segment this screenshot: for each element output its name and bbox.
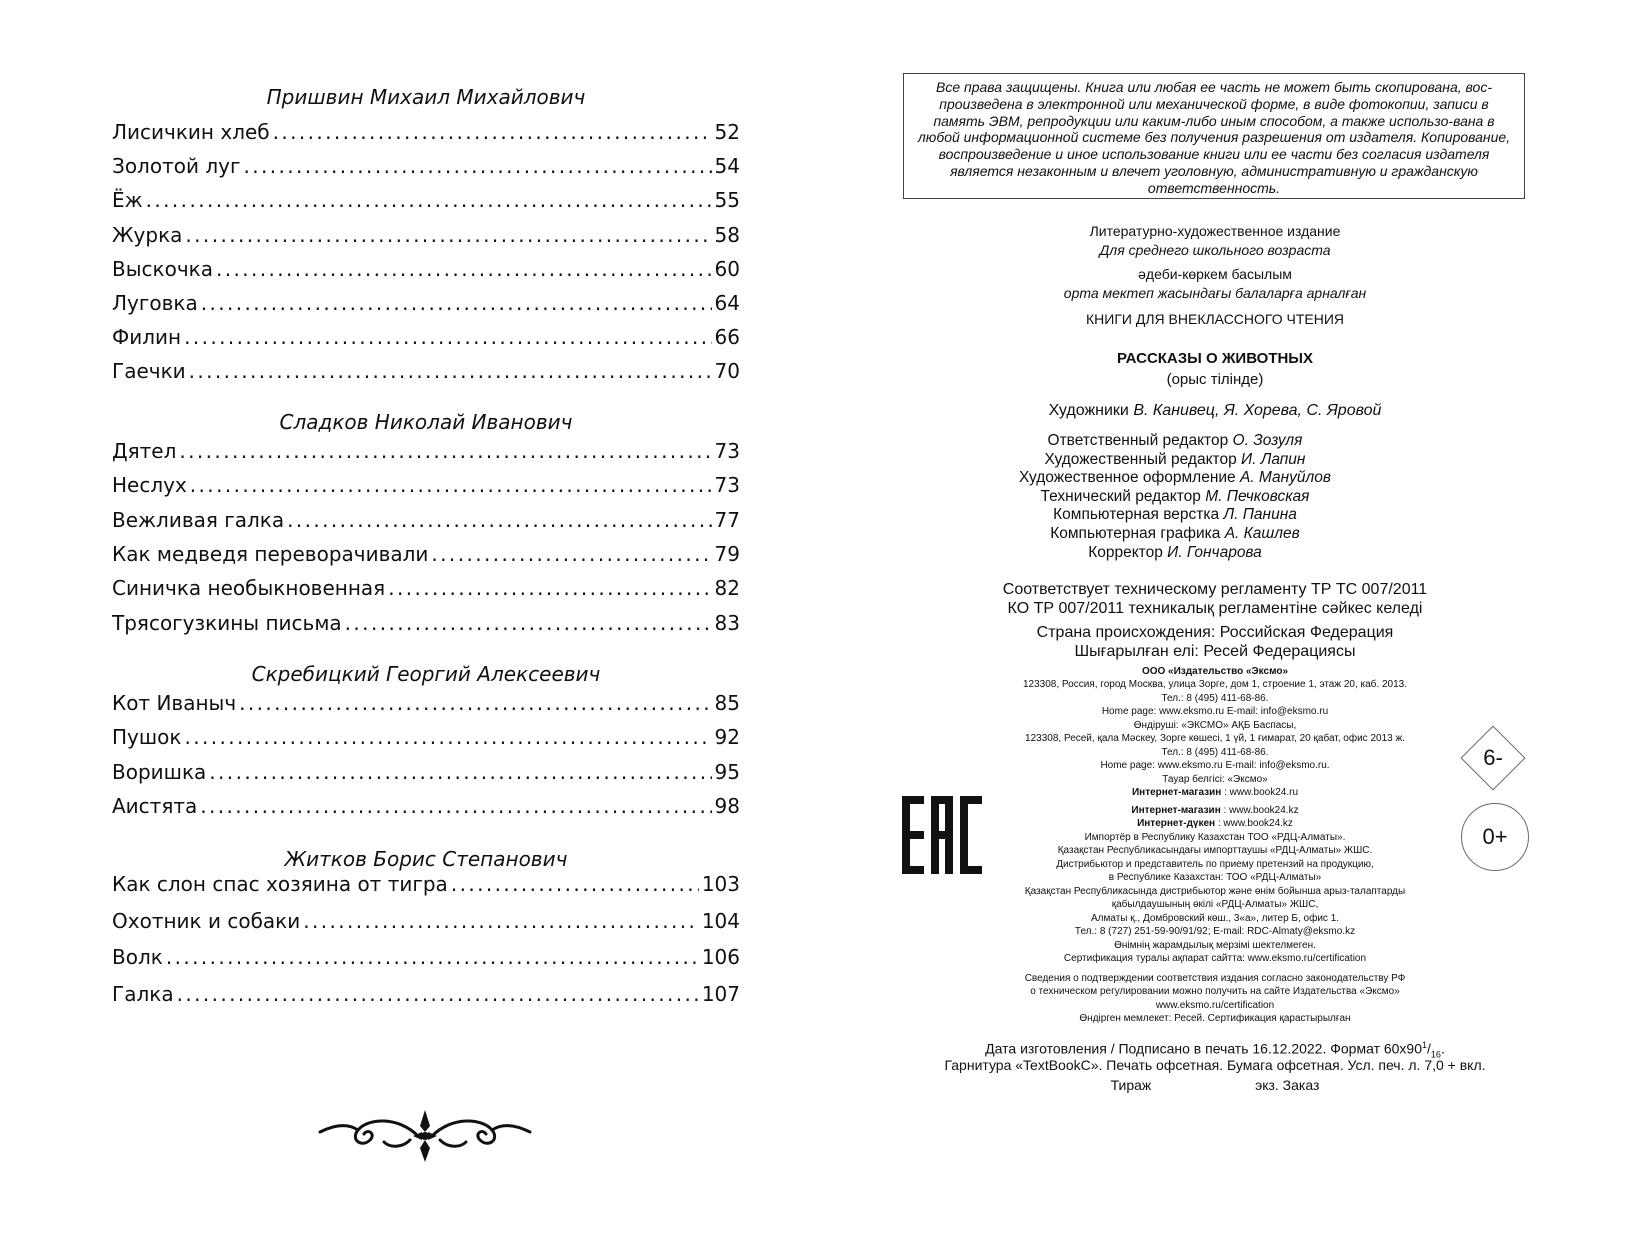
toc-entry-title: Воришка [112, 759, 207, 784]
credit-name: О. Зозуля [1232, 432, 1303, 449]
certification-line: www.eksmo.ru/certification [1155, 999, 1275, 1011]
publisher-line: Алматы қ., Домбровский көш., 3«а», литер Б, офис 1. [1090, 912, 1340, 924]
toc-entry-page: 55 [714, 188, 740, 213]
toc-entry-title: Галка [112, 981, 174, 1006]
series-title: КНИГИ ДЛЯ ВНЕКЛАССНОГО ЧТЕНИЯ [1086, 311, 1344, 327]
imprint-page [815, 0, 1630, 1252]
credit-line [815, 543, 1535, 562]
publisher-line: 123308, Россия, город Москва, улица Зорге, дом 1, строение 1, этаж 20, каб. 2013. [1023, 679, 1407, 690]
toc-entry-page: 64 [714, 291, 740, 315]
shop-kz-line: Интернет-магазин : www.book24.kz [1131, 804, 1299, 816]
regulation-ru: Соответствует техническому регламенту ТР ТС 007/2011 [1002, 581, 1428, 598]
toc-entry[interactable] [112, 539, 740, 569]
toc-entry-page: 52 [714, 120, 740, 144]
publisher-line: Тел.: 8 (727) 251-59-90/91/92; E-mail: RDC-Almaty@eksmo.kz [1074, 926, 1356, 937]
toc-entry-title: Охотник и собаки [112, 908, 301, 933]
print-tech-line: Гарнитура «TextBookC». Печать офсетная. Бумага офсетная. Усл. печ. л. 7,0 + вкл. [944, 1057, 1486, 1073]
credit-name: И. Гончарова [1167, 543, 1262, 561]
certification-line: о техническом регулировании можно получить на сайте Издательства «Эксмо» [1030, 986, 1400, 997]
edition-type-kz: әдеби-көркем басылым [1138, 266, 1292, 282]
toc-entry-title: Синичка необыкновенная [112, 576, 386, 601]
toc-leader-dots [243, 151, 711, 181]
toc-entry-page: 79 [714, 541, 740, 566]
toc-entry-page: 54 [714, 154, 740, 179]
toc-leader-dots [189, 356, 712, 386]
toc-author: Скребицкий Георгий Алексеевич [251, 662, 601, 686]
age-rating-badge [1461, 803, 1529, 871]
credit-name: А. Кашлев [1224, 525, 1300, 542]
toc-entry-title: Волк [112, 945, 163, 970]
language-note: (орыс тілінде) [1166, 371, 1264, 388]
credit-role: Компьютерная графика [1050, 525, 1221, 542]
credit-line [815, 468, 1535, 487]
toc-entry[interactable] [112, 869, 740, 899]
publisher-name: ООО «Издательство «Эксмо» [1141, 666, 1289, 677]
toc-entry-title: Журка [112, 222, 183, 247]
toc-entry-page: 106 [701, 945, 740, 970]
credit-role: Художественное оформление [1018, 469, 1236, 487]
toc-leader-dots [185, 220, 711, 250]
publisher-line: Тауар белгісі: «Эксмо» [1162, 773, 1268, 785]
age-group-kz: орта мектеп жасындағы балаларға арналған [1063, 285, 1367, 301]
credit-name: И. Лапин [1241, 450, 1306, 468]
age-rating-text: 0+ [1482, 824, 1508, 849]
run-label: Тираж [1110, 1077, 1152, 1093]
toc-entry-page: 98 [714, 793, 740, 818]
toc-leader-dots [201, 288, 712, 318]
certification-line: Сведения о подтверждении соответствия издания согласно законодательству РФ [1024, 972, 1406, 984]
toc-entry-page: 92 [714, 725, 740, 750]
credit-line [815, 505, 1535, 524]
publisher-line: Өнімнің жарамдылық мерзімі шектелмеген. [1114, 939, 1316, 951]
toc-entry-title: Ёж [112, 188, 143, 213]
credit-role: Компьютерная верстка [1053, 506, 1220, 524]
toc-entry-title: Выскочка [112, 256, 213, 281]
toc-entry[interactable] [112, 436, 740, 466]
toc-leader-dots [239, 688, 711, 718]
toc-entry-title: Пушок [112, 725, 182, 750]
toc-leader-dots [345, 608, 712, 638]
eac-mark-icon [902, 796, 982, 874]
toc-entry-page: 70 [714, 359, 740, 384]
toc-entry-title: Гаечки [112, 359, 186, 384]
toc-entry[interactable] [112, 942, 740, 972]
publisher-line: Дистрибьютор и представитель по приему претензий на продукцию, [1056, 858, 1374, 870]
shop-kz2-line: Интернет-дүкен : www.book24.kz [1137, 818, 1293, 829]
regulation-kz: КО ТР 007/2011 техникалық регламентіне сәйкес келеді [1007, 600, 1423, 617]
toc-entry-page: 66 [714, 325, 740, 350]
toc-leader-dots [216, 254, 712, 284]
toc-leader-dots [451, 869, 699, 899]
toc-entry[interactable] [112, 254, 740, 284]
toc-leader-dots [200, 791, 711, 821]
toc-leader-dots [273, 117, 712, 147]
toc-entry[interactable] [112, 688, 740, 718]
toc-entry[interactable] [112, 573, 740, 603]
toc-leader-dots [287, 505, 711, 535]
publisher-line: 123308, Ресей, қала Мәскеу, Зорге көшесі, 1 үй, 1 ғимарат, 20 қабат, офис 2013 ж. [1025, 733, 1405, 744]
artists-names: В. Канивец, Я. Хорева, С. Яровой [1133, 402, 1382, 419]
toc-leader-dots [184, 322, 711, 352]
toc-entry[interactable] [112, 151, 740, 181]
origin-ru: Страна происхождения: Российская Федерация [1036, 624, 1394, 641]
publisher-line: Импортёр в Республику Казахстан ТОО «РДЦ-Алматы». [1084, 831, 1346, 843]
artists-label: Художники [1048, 402, 1129, 419]
publisher-line: в Республике Казахстан: ТОО «РДЦ-Алматы» [1108, 872, 1322, 883]
credit-role: Технический редактор [1040, 487, 1201, 505]
toc-entry[interactable] [112, 185, 740, 215]
origin-kz: Шығарылған елі: Ресей Федерациясы [1074, 643, 1356, 660]
toc-entry-title: Аистята [112, 793, 198, 818]
age-group: Для среднего школьного возраста [1099, 242, 1331, 258]
toc-entry-title: Как слон спас хозяина от тигра [112, 872, 448, 896]
edition-type: Литературно-художественное издание [1089, 223, 1341, 239]
credit-line [815, 487, 1535, 506]
toc-entry-page: 107 [701, 981, 740, 1006]
toc-leader-dots [185, 722, 712, 752]
credit-line [815, 431, 1535, 450]
toc-leader-dots [303, 906, 699, 936]
toc-leader-dots [146, 185, 712, 215]
toc-entry-title: Золотой луг [112, 154, 241, 179]
publisher-line: Home page: www.eksmo.ru E-mail: info@eksmo.ru. [1100, 760, 1330, 771]
credit-line [815, 524, 1535, 543]
toc-entry[interactable] [112, 505, 740, 535]
credit-line [815, 450, 1535, 469]
toc-author: Сладков Николай Иванович [279, 410, 573, 434]
toc-entry[interactable] [112, 470, 740, 500]
book-title: РАССКАЗЫ О ЖИВОТНЫХ [1116, 350, 1314, 367]
credit-name: М. Печковская [1205, 487, 1310, 505]
toc-entry-page: 104 [701, 908, 740, 933]
toc-entry[interactable] [112, 220, 740, 250]
publisher-line: қабылдаушының өкілі «РДЦ-Алматы» ЖШС, [1111, 899, 1319, 910]
toc-entry-page: 85 [714, 691, 740, 715]
toc-entry[interactable] [112, 906, 740, 936]
toc-entry-page: 95 [714, 759, 740, 784]
artists-line [855, 401, 1575, 420]
ornament-divider-icon [318, 1108, 532, 1164]
toc-entry[interactable] [112, 979, 740, 1009]
toc-entry-page: 77 [714, 507, 740, 532]
toc-entry-page: 83 [714, 610, 740, 635]
toc-entry-title: Неслух [112, 473, 187, 498]
toc-entry-title: Дятел [112, 439, 177, 463]
toc-entry-page: 58 [714, 222, 740, 247]
print-date-line: Дата изготовления / Подписано в печать 16.12.2022. Формат $60x90^1/_{16}$. [985, 1040, 1445, 1060]
toc-entry[interactable] [112, 757, 740, 787]
toc-entry-title: Луговка [112, 291, 198, 315]
toc-entry-title: Филин [112, 325, 182, 350]
certification-line: Өндірген мемлекет: Ресей. Сертификация қарастырылған [1079, 1013, 1351, 1024]
toc-leader-dots [431, 539, 711, 569]
toc-entry-page: 82 [714, 576, 740, 601]
publisher-line: Home page: www.eksmo.ru E-mail: info@eksmo.ru [1101, 706, 1329, 717]
age-rating-badge [1460, 725, 1526, 791]
toc-author: Житков Борис Степанович [284, 847, 568, 871]
toc-leader-dots [179, 436, 711, 466]
credit-role: Ответственный редактор [1047, 432, 1229, 449]
publisher-line: Қазақстан Республикасындағы импорттаушы «РДЦ-Алматы» ЖШС. [1057, 845, 1373, 856]
toc-entry[interactable] [112, 356, 740, 386]
toc-entry-page: 73 [714, 473, 740, 498]
toc-entry[interactable] [112, 608, 740, 638]
toc-entry[interactable] [112, 722, 740, 752]
publisher-line: Қазақстан Республикасында дистрибьютор және өнім бойынша арыз-талаптарды [1024, 885, 1406, 897]
publisher-line: Өндіруші: «ЭКСМО» АҚБ Баспасы, [1133, 719, 1297, 731]
toc-entry[interactable] [112, 791, 740, 821]
credit-name: Л. Панина [1223, 506, 1297, 524]
age-rating-text: 6- [1483, 745, 1503, 770]
toc-entry-title: Кот Иваныч [112, 691, 237, 715]
toc-leader-dots [209, 757, 711, 787]
order-label: экз. Заказ [1255, 1077, 1320, 1093]
credit-role: Художественный редактор [1044, 450, 1237, 468]
toc-entry[interactable] [112, 117, 740, 147]
toc-entry-page: 73 [714, 439, 740, 463]
toc-entry-page: 60 [714, 256, 740, 281]
toc-entry[interactable] [112, 288, 740, 318]
toc-author: Пришвин Михаил Михайлович [266, 85, 586, 109]
publisher-line: Тел.: 8 (495) 411-68-86. [1161, 692, 1269, 704]
toc-leader-dots [388, 573, 711, 603]
shop-ru-line: Интернет-магазин : www.book24.ru [1131, 787, 1299, 798]
toc-leader-dots [177, 979, 699, 1009]
credit-name: А. Мануйлов [1239, 469, 1331, 487]
toc-leader-dots [190, 470, 712, 500]
publisher-line: Тел.: 8 (495) 411-68-86. [1161, 746, 1269, 758]
credit-role: Корректор [1088, 543, 1163, 561]
toc-entry[interactable] [112, 322, 740, 352]
publisher-line: Сертификация туралы ақпарат сайтта: www.eksmo.ru/certification [1063, 953, 1367, 964]
toc-entry-title: Как медведя переворачивали [112, 541, 429, 566]
rights-notice: Все права защищены. Книга или любая ее часть не может быть скопирована, вос-произведена в электронной или механической форме, в виде фотокопии, записи в память ЭВМ, репродукции или каким-либо иным способом, а также использо-вана в любой информационной системе без получения разрешения от издателя. Копирование, воспроизведение и иное использование книги или ее части без согласия издателя является незаконным и влечет уголовную, административную и гражданскую ответственность. [903, 73, 1525, 199]
toc-entry-title: Трясогузкины письма [112, 610, 342, 635]
toc-entry-page: 103 [701, 872, 740, 896]
toc-leader-dots [166, 942, 699, 972]
run-order-line [855, 1076, 1575, 1095]
toc-entry-title: Лисичкин хлеб [112, 120, 270, 144]
toc-entry-title: Вежливая галка [112, 507, 285, 532]
